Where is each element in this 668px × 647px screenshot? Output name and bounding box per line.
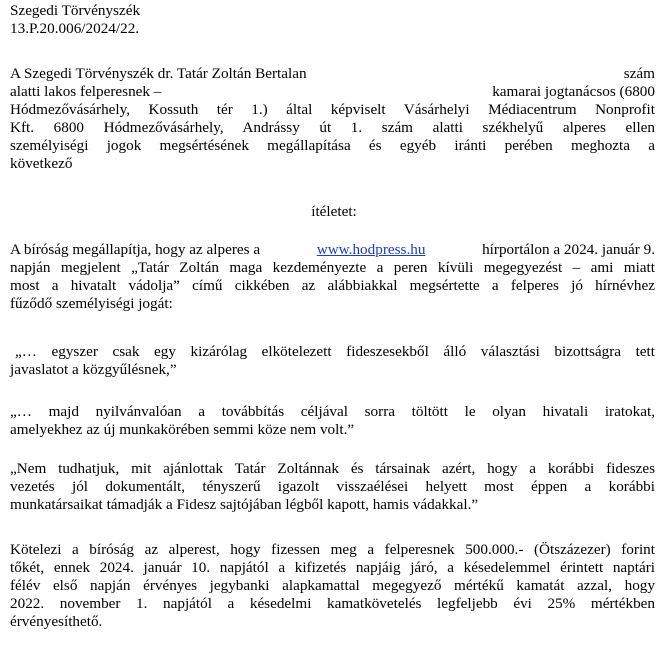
court-name: Szegedi Törvényszék xyxy=(10,2,141,19)
document-header xyxy=(10,2,140,38)
finding-line: napján megjelent „Tatár Zoltán maga kezdeményezte a peren kívüli megegyezést – ami miatt xyxy=(10,259,655,276)
finding-paragraph xyxy=(10,241,655,313)
quote-line: javaslatot a közgyűlésnek,” xyxy=(10,361,177,378)
obligation-line: tőkét, ennek 2024. január 10. napjától a kifizetés napjáig járó, a késedelemmel érintett naptári xyxy=(10,559,655,576)
verdict-title: ítéletet: xyxy=(311,203,357,220)
intro-line: Hódmezővásárhely, Kossuth tér 1.) által képviselt Vásárhelyi Médiacentrum Nonprofit xyxy=(10,101,655,118)
quote-line: „… egyszer csak egy kizárólag elkötelezett fideszesekből álló választási bizottságra tett xyxy=(15,343,655,360)
intro-line: személyiségi jogok megsértésének megállapítása és egyéb iránti perében meghozta a xyxy=(10,137,655,154)
quote-2 xyxy=(10,403,655,439)
obligation-line: félév első napján érvényes jegybanki alapkamattal megegyező mértékű kamatát azzal, hogy xyxy=(10,577,655,594)
intro-line: Kft. 6800 Hódmezővásárhely, Andrássy út 1. szám alatti székhelyű alperes ellen xyxy=(10,119,655,136)
quote-line: munkatársaikat támadják a Fidesz sajtójában légből kapott, hamis vádakkal.” xyxy=(10,496,479,513)
hodpress-link[interactable]: www.hodpress.hu xyxy=(316,241,426,258)
finding-line: hírportálon a 2024. január 9. xyxy=(482,241,655,258)
quote-3 xyxy=(10,460,655,514)
case-number: 13.P.20.006/2024/22. xyxy=(10,20,140,37)
quote-line: „Nem tudhatjuk, mit ajánlottak Tatár Zoltánnak és társainak azért, hogy a korábbi fideszes xyxy=(10,460,655,477)
obligation-paragraph xyxy=(10,541,655,631)
obligation-line: érvényesíthető. xyxy=(10,613,103,630)
finding-line: fűződő személyiségi jogát: xyxy=(10,295,173,312)
quote-line: amelyekhez az új munkakörében semmi köze nem volt.” xyxy=(10,421,355,438)
finding-line: A bíróság megállapítja, hogy az alperes a xyxy=(10,241,261,258)
intro-line: A Szegedi Törvényszék dr. Tatár Zoltán Bertalan xyxy=(10,65,307,82)
intro-line: szám xyxy=(623,65,655,82)
quote-line: vezetés jól dokumentált, tényszerű igazolt visszaélései helyett most éppen a korábbi xyxy=(10,478,655,495)
intro-line: következő xyxy=(10,155,73,172)
quote-line: „… majd nyilvánvalóan a továbbítás céljával sorra töltött le olyan hivatali iratokat, xyxy=(10,403,655,420)
intro-line: alatti lakos felperesnek – xyxy=(10,83,162,100)
obligation-line: Kötelezi a bíróság az alperest, hogy fizessen meg a felperesnek 500.000.- (Ötszázezer) forint xyxy=(10,541,655,558)
finding-line: most a hivatalt vádolja” című cikkében az alábbiakkal megsértette a felperes jó hírnévhez xyxy=(10,277,655,294)
intro-paragraph xyxy=(10,65,655,173)
obligation-line: 2022. november 1. napjától a késedelmi kamatkövetelés legfeljebb évi 25% mértékben xyxy=(10,595,655,612)
intro-line: kamarai jogtanácsos (6800 xyxy=(492,83,655,100)
quote-1 xyxy=(10,343,655,379)
